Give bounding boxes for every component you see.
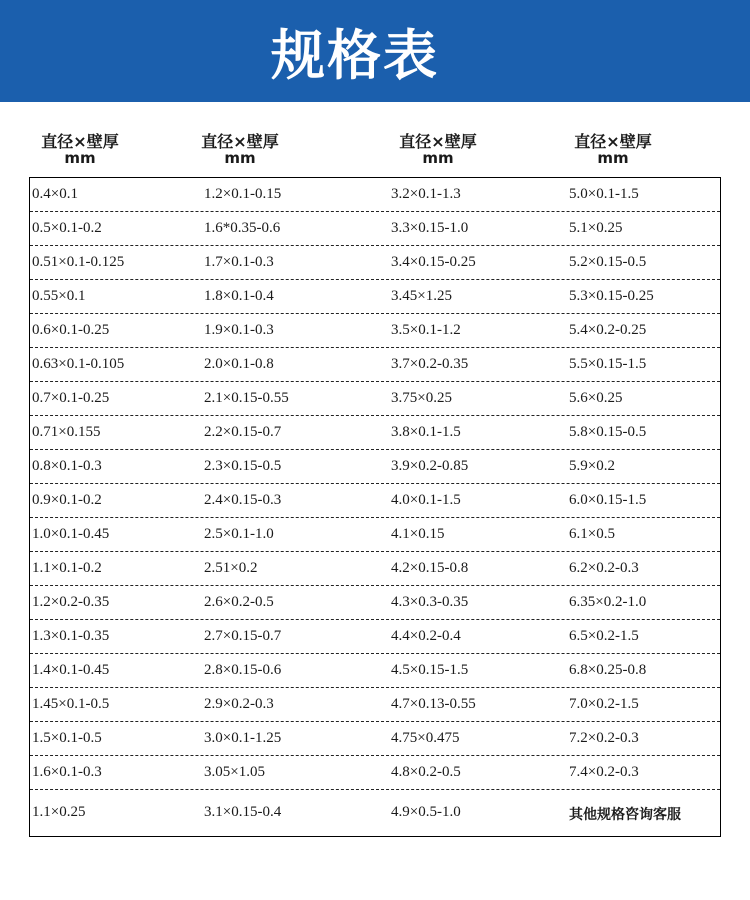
- spec-cell: 3.05×1.05: [204, 764, 265, 780]
- spec-cell: 0.7×0.1-0.25: [32, 390, 110, 406]
- table-row: [30, 552, 720, 586]
- table-row: [30, 654, 720, 688]
- column-header-4: [563, 133, 663, 167]
- spec-cell: 4.8×0.2-0.5: [391, 764, 461, 780]
- spec-cell: 3.45×1.25: [391, 288, 452, 304]
- table-row: [30, 790, 720, 836]
- spec-cell: 3.7×0.2-0.35: [391, 356, 469, 372]
- spec-cell: 2.9×0.2-0.3: [204, 696, 274, 712]
- table-row: [30, 348, 720, 382]
- table-row: [30, 620, 720, 654]
- spec-cell: 0.51×0.1-0.125: [32, 254, 125, 270]
- spec-cell: 0.63×0.1-0.105: [32, 356, 125, 372]
- spec-cell: 7.2×0.2-0.3: [569, 730, 639, 746]
- spec-cell: 2.4×0.15-0.3: [204, 492, 282, 508]
- spec-cell: 4.9×0.5-1.0: [391, 804, 461, 820]
- spec-cell: 6.35×0.2-1.0: [569, 594, 647, 610]
- column-headers: [30, 133, 722, 173]
- column-header-unit: mm: [64, 149, 96, 167]
- table-row: [30, 450, 720, 484]
- table-row: [30, 756, 720, 790]
- spec-cell: 0.71×0.155: [32, 424, 101, 440]
- column-header-2: [190, 133, 290, 167]
- spec-cell: 1.5×0.1-0.5: [32, 730, 102, 746]
- spec-cell: 1.4×0.1-0.45: [32, 662, 110, 678]
- spec-cell: 1.6×0.1-0.3: [32, 764, 102, 780]
- spec-cell: 5.9×0.2: [569, 458, 615, 474]
- spec-cell: 4.0×0.1-1.5: [391, 492, 461, 508]
- spec-cell: 0.6×0.1-0.25: [32, 322, 110, 338]
- spec-cell: 4.4×0.2-0.4: [391, 628, 461, 644]
- spec-cell: 5.2×0.15-0.5: [569, 254, 647, 270]
- spec-cell: 3.9×0.2-0.85: [391, 458, 469, 474]
- spec-cell: 2.3×0.15-0.5: [204, 458, 282, 474]
- spec-cell: 1.8×0.1-0.4: [204, 288, 274, 304]
- spec-cell: 5.0×0.1-1.5: [569, 186, 639, 202]
- spec-cell: 6.2×0.2-0.3: [569, 560, 639, 576]
- table-row: [30, 246, 720, 280]
- spec-cell: 4.2×0.15-0.8: [391, 560, 469, 576]
- spec-cell: 3.0×0.1-1.25: [204, 730, 282, 746]
- spec-cell: 3.8×0.1-1.5: [391, 424, 461, 440]
- spec-cell: 5.5×0.15-1.5: [569, 356, 647, 372]
- column-header-1: [30, 133, 130, 167]
- spec-cell: 1.2×0.1-0.15: [204, 186, 282, 202]
- table-row: [30, 722, 720, 756]
- column-header-label: 直径×壁厚: [574, 132, 652, 151]
- spec-cell: 6.0×0.15-1.5: [569, 492, 647, 508]
- spec-cell: 1.45×0.1-0.5: [32, 696, 110, 712]
- spec-cell: 1.1×0.1-0.2: [32, 560, 102, 576]
- table-row: [30, 212, 720, 246]
- spec-cell: 1.2×0.2-0.35: [32, 594, 110, 610]
- spec-cell: 3.1×0.15-0.4: [204, 804, 282, 820]
- column-header-label: 直径×壁厚: [201, 132, 279, 151]
- spec-cell: 0.5×0.1-0.2: [32, 220, 102, 236]
- spec-cell: 2.7×0.15-0.7: [204, 628, 282, 644]
- column-header-unit: mm: [597, 149, 629, 167]
- table-row: [30, 178, 720, 212]
- spec-cell: 7.0×0.2-1.5: [569, 696, 639, 712]
- page-title: 规格表: [271, 23, 439, 87]
- table-row: [30, 688, 720, 722]
- spec-cell: 1.7×0.1-0.3: [204, 254, 274, 270]
- spec-cell: 4.3×0.3-0.35: [391, 594, 469, 610]
- spec-cell: 7.4×0.2-0.3: [569, 764, 639, 780]
- spec-cell: 1.3×0.1-0.35: [32, 628, 110, 644]
- table-row: [30, 586, 720, 620]
- column-header-3: [388, 133, 488, 167]
- spec-cell: 0.9×0.1-0.2: [32, 492, 102, 508]
- column-header-label: 直径×壁厚: [41, 132, 119, 151]
- column-header-unit: mm: [422, 149, 454, 167]
- spec-cell: 3.2×0.1-1.3: [391, 186, 461, 202]
- spec-cell: 4.7×0.13-0.55: [391, 696, 476, 712]
- table-row: [30, 484, 720, 518]
- table-row: [30, 280, 720, 314]
- spec-cell: 0.8×0.1-0.3: [32, 458, 102, 474]
- spec-cell: 3.75×0.25: [391, 390, 452, 406]
- spec-cell: 2.6×0.2-0.5: [204, 594, 274, 610]
- spec-cell: 4.75×0.475: [391, 730, 460, 746]
- spec-cell: 3.5×0.1-1.2: [391, 322, 461, 338]
- table-row: [30, 416, 720, 450]
- column-header-label: 直径×壁厚: [399, 132, 477, 151]
- spec-cell: 4.5×0.15-1.5: [391, 662, 469, 678]
- spec-cell: 2.2×0.15-0.7: [204, 424, 282, 440]
- spec-cell: 5.4×0.2-0.25: [569, 322, 647, 338]
- spec-cell: 2.5×0.1-1.0: [204, 526, 274, 542]
- spec-cell: 1.9×0.1-0.3: [204, 322, 274, 338]
- spec-cell: 2.1×0.15-0.55: [204, 390, 289, 406]
- spec-cell: 5.3×0.15-0.25: [569, 288, 654, 304]
- spec-cell: 5.8×0.15-0.5: [569, 424, 647, 440]
- title-banner: [0, 0, 750, 102]
- spec-cell: 5.1×0.25: [569, 220, 623, 236]
- table-row: [30, 518, 720, 552]
- spec-cell: 5.6×0.25: [569, 390, 623, 406]
- spec-table: [29, 177, 721, 837]
- spec-cell: 2.51×0.2: [204, 560, 258, 576]
- table-row: [30, 314, 720, 348]
- spec-cell: 2.0×0.1-0.8: [204, 356, 274, 372]
- spec-cell: 6.8×0.25-0.8: [569, 662, 647, 678]
- spec-cell: 1.0×0.1-0.45: [32, 526, 110, 542]
- spec-cell: 2.8×0.15-0.6: [204, 662, 282, 678]
- spec-cell: 0.55×0.1: [32, 288, 86, 304]
- contact-note: 其他规格咨询客服: [569, 807, 681, 823]
- spec-cell: 6.1×0.5: [569, 526, 615, 542]
- column-header-unit: mm: [224, 149, 256, 167]
- spec-cell: 1.1×0.25: [32, 804, 86, 820]
- spec-cell: 1.6*0.35-0.6: [204, 220, 281, 236]
- spec-cell: 3.3×0.15-1.0: [391, 220, 469, 236]
- spec-cell: 3.4×0.15-0.25: [391, 254, 476, 270]
- spec-cell: 0.4×0.1: [32, 186, 78, 202]
- spec-cell: 6.5×0.2-1.5: [569, 628, 639, 644]
- spec-cell: 4.1×0.15: [391, 526, 445, 542]
- table-row: [30, 382, 720, 416]
